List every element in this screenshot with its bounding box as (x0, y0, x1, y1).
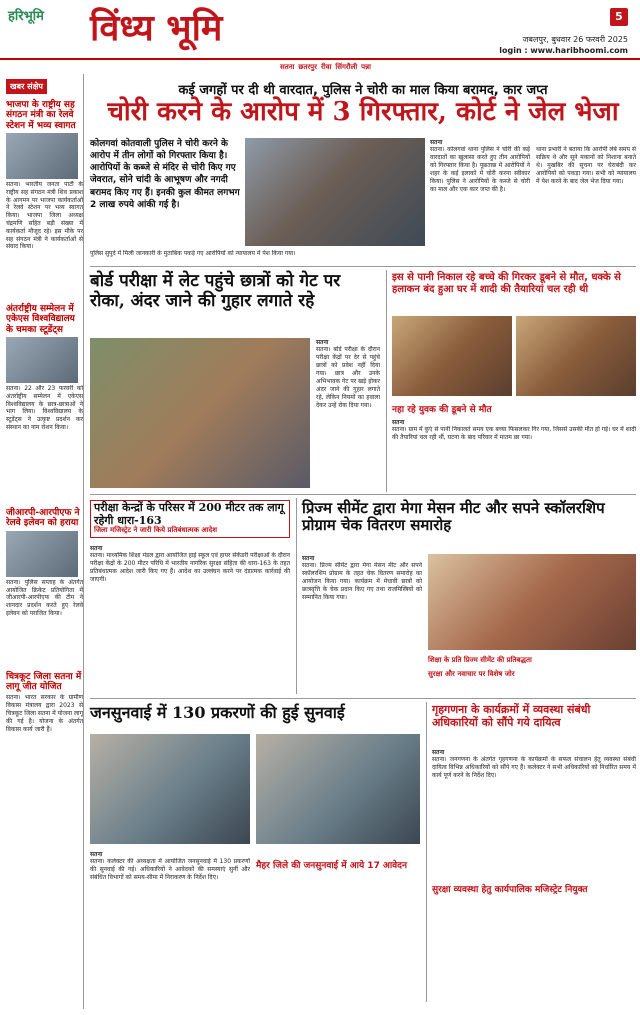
exam-body: सतना। बोर्ड परीक्षा के दौरान परीक्षा केंद्रों पर देर से पहुंचे छात्रों को प्रवेश नहीं दिया गया। छात्र और उनके अभिभावक गेट पर खड़े होकर अंदर जाने की गुहार लगाते रहे, लेकिन नियमों का हवाला देकर उन्हें रोक दिया गया। (316, 346, 380, 409)
drowning-body: सतना। ग्राम में कुएं से पानी निकालते समय एक बच्चा फिसलकर गिर गया, जिससे उसकी मौत हो गई। घर में शादी की तैयारियां चल रही थीं, घटना के बाद परिवार में मातम छा गया। (392, 426, 636, 441)
main-content (90, 80, 636, 1010)
edition-item: छतरपुर (298, 62, 318, 71)
divider (426, 702, 427, 1002)
hearing-headline: जनसुनवाई में 130 प्रकरणों की हुई सुनवाई (90, 703, 345, 722)
drowning-photo (392, 316, 512, 396)
sidebar-photo (6, 531, 78, 577)
sidebar-text: सतना। भारत सरकार के ग्रामीण विकास मंत्रालय द्वारा 2023 से चित्रकूट जिला सतना में योजना लागू की गई है। योजना के अंतर्गत विकास कार्य जारी हैं। (6, 694, 83, 733)
section163-body: सतना। माध्यमिक शिक्षा मंडल द्वारा आयोजित हाई स्कूल एवं हायर सेकेंडरी परीक्षाओं के दौरान परीक्षा केंद्रों के 200 मीटर परिधि में भारतीय नागरिक सुरक्षा संहिता की धारा-163 के तहत प्रतिबंधात्मक आदेश जारी किए गए हैं। आदेश का उल्लंघन करने पर दंडात्मक कार्रवाई की जाएगी। (90, 552, 290, 583)
news-brief-sidebar (6, 74, 84, 1009)
sidebar-headline: जीआरपी-आरपीएफ ने रेलवे इलेवन को हराया (6, 508, 80, 529)
sidebar-headline: भाजपा के राष्ट्रीय सह संगठन मंत्री का रेलवे स्टेशन में भव्य स्वागत (6, 100, 76, 131)
sidebar-text: सतना। 22 और 23 फरवरी को अंतर्राष्ट्रीय सम्मेलन में एकेएस विश्वविद्यालय के छात्र-छात्राओं ने भाग लिया। विश्वविद्यालय के स्टूडेंट्स ने उत्कृष्ट प्रदर्शन कर संस्थान का नाम रोशन किया। (6, 385, 83, 432)
divider (296, 498, 297, 694)
hearing-photo (90, 734, 250, 844)
hearing-body: सतना। कलेक्टर की अध्यक्षता में आयोजित जनसुनवाई में 130 प्रकरणों की सुनवाई की गई। अधिकारियों ने आवेदकों की समस्याएं सुनीं और संबंधित विभागों को समय-सीमा में निराकरण के निर्देश दिए। (90, 858, 250, 881)
divider (386, 270, 387, 492)
section163-byline: सतना (90, 545, 103, 552)
prism-subhead-2: सुरक्षा और नवाचार पर विशेष जोर (428, 670, 515, 678)
brand-small: हरिभूमि (8, 9, 44, 24)
sidebar-photo (6, 337, 78, 383)
section163-subhead: जिला मजिस्ट्रेट ने जारी किये प्रतिबंधात्मक आदेश (94, 526, 218, 534)
drowning-subhead: नहा रहे युवक की डूबने से मौत (392, 405, 492, 415)
edition-item: सतना (280, 62, 295, 71)
exam-headline: बोर्ड परीक्षा में लेट पहुंचे छात्रों को गेट पर रोका, अंदर जाने की गुहार लगाते रहे (90, 271, 341, 311)
prism-photo (428, 554, 636, 650)
page-number: 5 (610, 8, 628, 26)
prism-body: सतना। प्रिज्म सीमेंट द्वारा मेगा मेसन मीट और सपने स्कॉलरशिप प्रोग्राम के तहत चेक वितरण समारोह का आयोजन किया गया। कार्यक्रम में मेधावी छात्रों को छात्रवृत्ति के चेक प्रदान किए गए तथा राजमिस्त्रियों को सम्मानित किया गया। (302, 562, 422, 601)
lead-byline: सतना (430, 139, 443, 146)
lead-photo (245, 138, 425, 246)
census-byline: सतना (432, 749, 445, 756)
lead-body-a: सतना। कोलगवां थाना पुलिस ने चोरी की कई वारदातों का खुलासा करते हुए तीन आरोपियों को गिरफ्तार किया है। पूछताछ में आरोपियों ने शहर के कई इलाकों में चोरी करना स्वीकार किया। पुलिस ने आरोपियों के कब्जे से चोरी का माल और एक कार जप्त की है। (430, 146, 530, 193)
newspaper-logo: विंध्य भूमि (90, 7, 223, 49)
prism-subhead-1: शिक्षा के प्रति प्रिज्म सीमेंट की प्रतिबद्धता (428, 656, 532, 664)
edition-item: रीवा (321, 62, 332, 71)
section163-headline: परीक्षा केन्द्रों के परिसर में 200 मीटर तक लागू रहेगी धारा-163 (94, 501, 284, 527)
masthead (0, 0, 640, 60)
prism-headline: प्रिज्म सीमेंट द्वारा मेगा मेसन मीट और सपने स्कॉलरशिप प्रोग्राम चेक वितरण समारोह (302, 499, 605, 535)
sidebar-headline: चित्रकूट जिला सतना में लागू जीत योजित (6, 671, 82, 693)
sidebar-text: सतना। पुलिस सप्ताह के अंतर्गत आयोजित क्रिकेट प्रतियोगिता में जीआरपी-आरपीएफ की टीम ने शानदार प्रदर्शन करते हुए रेलवे इलेवन को पराजित किया। (6, 578, 83, 617)
sidebar-tag: खबर संक्षेप (6, 79, 47, 94)
edition-item: सिंगरौली (335, 62, 358, 71)
lead-headline: चोरी करने के आरोप में 3 गिरफ्तार, कोर्ट ने जेल भेजा (107, 97, 619, 127)
exam-byline: सतना (316, 339, 329, 346)
divider (90, 698, 636, 699)
dateline: जबलपुर, बुधवार 26 फरवरी 2025 (522, 35, 628, 44)
sidebar-headline: अंतर्राष्ट्रीय सम्मेलन में एकेएस विश्वविद्यालय के चमका स्टूडेंट्स (6, 304, 75, 335)
lead-photo-caption: पुलिस सुपुर्द में मिली जानकारी के मुताबिक पकड़े गए आरोपियों को न्यायालय में पेश किया गया। (90, 250, 296, 257)
census-subhead: सुरक्षा व्यवस्था हेतु कार्यपालिक मजिस्ट्रेट नियुक्त (432, 885, 588, 895)
prism-byline: सतना (302, 555, 315, 562)
hearing-subhead: मैहर जिले की जनसुनवाई में आये 17 आवेदन (256, 861, 407, 871)
divider (90, 494, 636, 495)
divider (90, 266, 636, 267)
census-headline: गृहगणना के कार्यक्रमों में व्यवस्था संबंधी अधिकारियों को सौंपे गये दायित्व (432, 703, 591, 729)
lead-kicker: कई जगहों पर दी थी वारदात, पुलिस ने चोरी का माल किया बरामद, कार जप्त (178, 83, 548, 98)
lead-body-b: थाना प्रभारी ने बताया कि आरोपी लंबे समय से सक्रिय थे और सूने मकानों को निशाना बनाते थे। मुखबिर की सूचना पर घेराबंदी कर आरोपियों को पकड़ा गया। सभी को न्यायालय में पेश करने के बाद जेल भेज दिया गया। (536, 146, 636, 185)
hearing-photo (256, 734, 420, 844)
exam-photo (90, 338, 310, 488)
lead-intro: कोलगवां कोतवाली पुलिस ने चोरी करने के आरोप में तीन लोगों को गिरफ्तार किया है। आरोपियों के कब्जे से मंदिर से चोरी किए गए जेवरात, सोने चांदी के आभूषण और नगदी बरामद किए गए हैं। इनकी कुल कीमत लगभग 2 लाख रुपये आंकी गई है। (90, 139, 240, 210)
drowning-photo (516, 316, 636, 396)
sidebar-photo (6, 133, 78, 179)
drowning-byline: सतना (392, 419, 405, 426)
hearing-byline: सतना (90, 851, 103, 858)
census-body: सतना। जनगणना के अंतर्गत गृहगणना के कार्यक्रमों के सफल संचालन हेतु व्यवस्था संबंधी दायित्व विभिन्न अधिकारियों को सौंपे गए हैं। कलेक्टर ने सभी अधिकारियों को निर्धारित समय में कार्य पूर्ण करने के निर्देश दिए। (432, 756, 636, 779)
login-url[interactable]: login : www.haribhoomi.com (499, 46, 628, 55)
sidebar-text: सतना। भारतीय जनता पार्टी के राष्ट्रीय सह संगठन मंत्री शिव प्रकाश के आगमन पर भाजपा कार्यकर्ताओं ने रेलवे स्टेशन पर भव्य स्वागत किया। भाजपा जिला अध्यक्ष चंद्रमणि सहित बड़ी संख्या में कार्यकर्ता मौजूद रहे। इस मौके पर सह संगठन मंत्री ने कार्यकर्ताओं से संवाद किया। (6, 181, 83, 251)
edition-bar (280, 60, 390, 74)
drowning-headline: इस से पानी निकाल रहे बच्चे की गिरकर डूबने से मौत, धक्के से हलाकन बंद हुआ घर में शादी की तैयारियां चल रही थी (392, 272, 621, 295)
edition-item: पन्ना (361, 62, 371, 71)
